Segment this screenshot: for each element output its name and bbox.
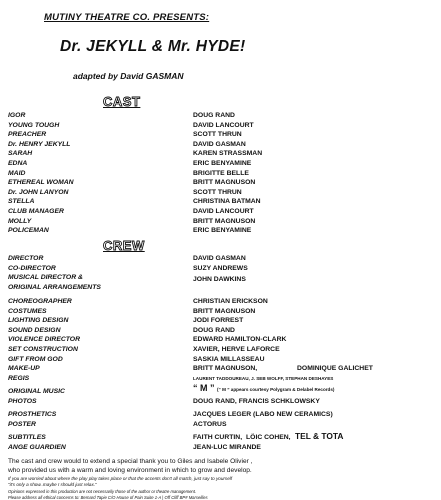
crew-name: ACTORUS [193,420,227,428]
cast-role: Dr. JOHN LANYON [8,188,69,196]
crew-name: JOHN DAWKINS [193,276,246,283]
cast-actor: CHRISTINA BATMAN [193,198,261,206]
crew-role: LIGHTING DESIGN [8,317,69,325]
crew-name-note: (“ M ” appears courtesy Polygram & Delabel Records) [217,387,335,392]
crew-role: ANGE GUARDIEN [8,444,66,451]
crew-name: DOUG RAND [193,326,235,334]
crew-role: ORIGINAL MUSIC [8,388,65,395]
disclaimer-line-2: Please address all ethical concerns to: Bernard Tapie C/O House of Pain Suite 1-A | Off Cliff BP# Marseilles [8,494,208,500]
cast-role: YOUNG TOUGH [8,121,60,129]
crew-role: SUBTITLES [8,434,46,441]
cast-actor: BRIGITTE BELLE [193,169,249,177]
crew-role: GIFT FROM GOD [8,355,63,363]
note-line-2: "it's only a show..maybe I should just relax." [8,482,97,487]
crew-name: DOUG RAND, FRANCIS SCHKLOWSKY [193,398,320,405]
crew-name: BRITT MAGNUSON, [193,365,258,373]
crew-name: JACQUES LEGER (LABO NEW CERAMICS) [193,411,333,418]
crew-name: TEL & TOTA [295,431,344,441]
disclaimer-line-1: Opinions expressed in this production are not necessarily those of the author or theatre management. [8,489,197,494]
cast-actor: ERIC BENYAMINE [193,227,252,235]
cast-actor: DOUG RAND [193,112,235,119]
crew-role: DIRECTOR [8,255,44,262]
crew-name: JEAN-LUC MIRANDE [193,444,261,451]
crew-name: DAVID GASMAN [193,255,246,262]
cast-role: POLICEMAN [8,227,49,235]
note-line-1: If you are worried about where the play play takes place or that the accents don't all match, just say to yourself [8,476,233,481]
crew-role: SOUND DESIGN [8,326,61,334]
crew-name: JODI FORREST [193,317,244,325]
cast-role: ETHEREAL WOMAN [8,179,74,187]
crew-role: PROSTHETICS [8,411,57,418]
cast-actor: ERIC BENYAMINE [193,160,252,167]
crew-role: PHOTOS [8,398,37,405]
crew-name: FAITH CURTIN, [193,434,243,441]
crew-role: MUSICAL DIRECTOR & [8,274,83,282]
crew-role: CHOREOGRAPHER [8,298,72,305]
crew-role: MAKE-UP [8,365,40,373]
cast-role: MAID [8,169,26,177]
crew-role: COSTUMES [8,307,47,315]
crew-role: VIOLENCE DIRECTOR [8,336,81,344]
cast-heading: CAST [103,94,141,109]
presenter-line: MUTINY THEATRE CO. PRESENTS: [44,12,210,23]
crew-name: LÖIC COHEN, [246,434,291,441]
cast-actor: DAVID GASMAN [193,140,246,148]
cast-role: Dr. HENRY JEKYLL [8,140,71,148]
crew-heading: CREW [103,238,145,253]
play-title: Dr. JEKYLL & Mr. HYDE! [60,38,246,55]
crew-role: REGIS [8,374,30,382]
cast-role: EDNA [8,160,28,167]
crew-name: DOMINIQUE GALICHET [297,365,373,373]
cast-role: STELLA [8,198,35,206]
crew-role: CO-DIRECTOR [8,264,56,272]
crew-role: ORIGINAL ARRANGEMENTS [8,283,101,291]
cast-role: IGOR [8,112,26,119]
crew-role: POSTER [8,420,36,428]
cast-role: MOLLY [8,217,32,225]
cast-actor: DAVID LANCOURT [193,208,254,215]
cast-actor: SCOTT THRUN [193,188,242,196]
crew-name: SUZY ANDREWS [193,264,248,272]
cast-actor: KAREN STRASSMAN [193,150,263,158]
cast-actor: DAVID LANCOURT [193,121,254,129]
thanks-line-2: who provided us with a warm and loving environment in which to grow and develop. [8,467,252,474]
thanks-line-1: The cast and crew would to extend a special thank you to Giles and Isabele Olivier , [8,458,253,465]
crew-name: XAVIER, HERVE LAFORCE [193,346,280,353]
crew-name: LAURENT TADDOUREAU, J. SEB WOLFF, STEPHAN DESHAYES [193,376,334,381]
crew-name: EDWARD HAMILTON-CLARK [193,336,287,344]
cast-role: SARAH [8,150,33,158]
cast-actor: SCOTT THRUN [193,131,242,139]
adapted-by-line: adapted by David GASMAN [73,71,184,81]
cast-role: PREACHER [8,131,47,139]
cast-actor: BRITT MAGNUSON [193,179,256,187]
cast-role: CLUB MANAGER [8,208,64,215]
cast-actor: BRITT MAGNUSON [193,217,256,225]
crew-name: CHRISTIAN ERICKSON [193,298,268,305]
crew-name: SASKIA MILLASSEAU [193,355,265,363]
crew-role: SET CONSTRUCTION [8,346,78,353]
crew-name: “ M ” [193,383,215,393]
crew-name: BRITT MAGNUSON [193,307,256,315]
